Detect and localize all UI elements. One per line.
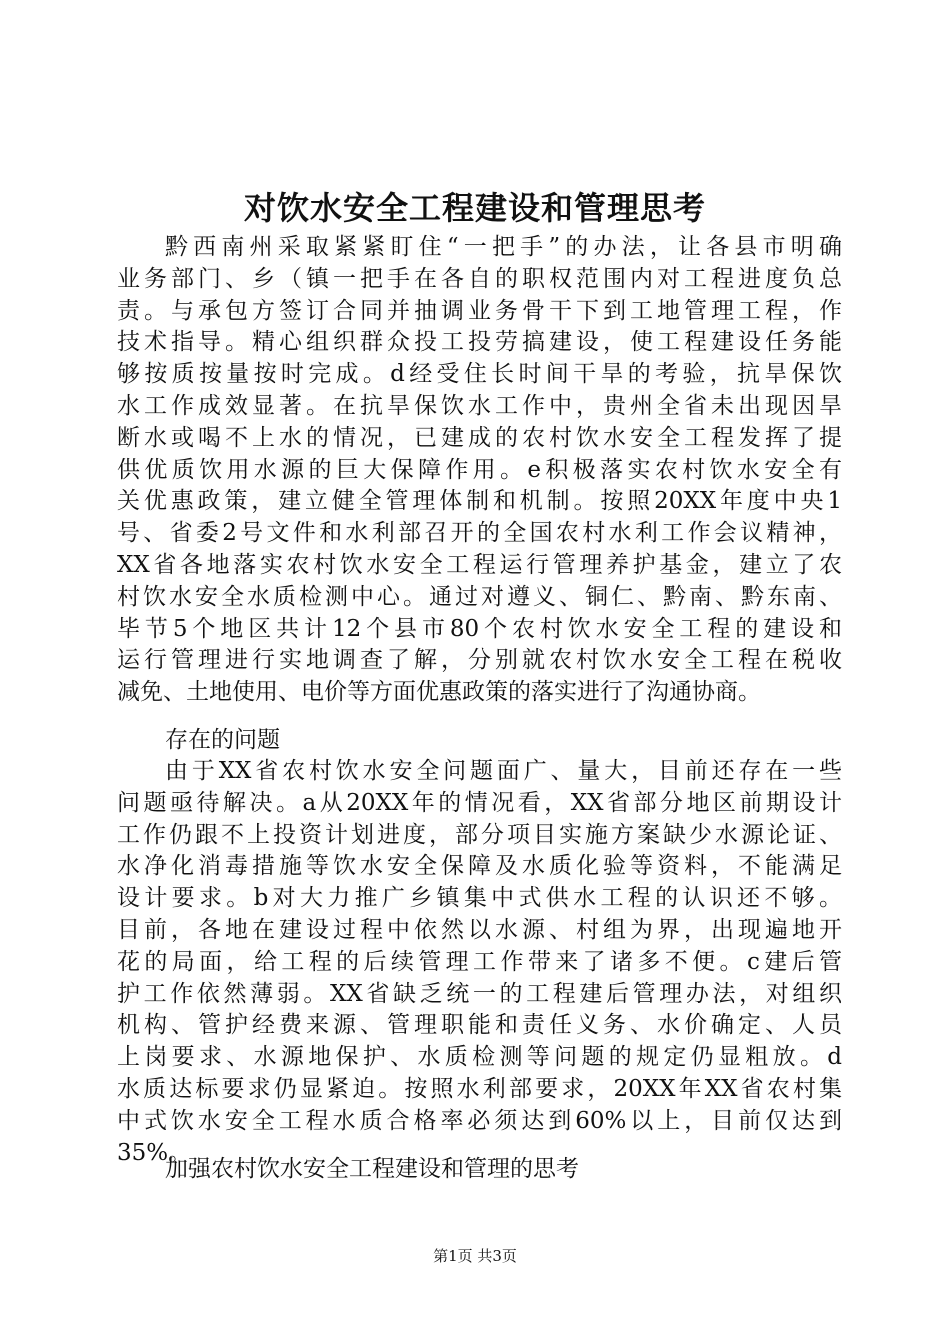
paragraph-problems: [117, 756, 842, 1169]
paragraph-line: 水质达标要求仍显紧迫。按照水利部要求，20XX年XX省农村集: [117, 1075, 842, 1102]
paragraph-line: 村饮水安全水质检测中心。通过对遵义、铜仁、黔南、黔东南、: [117, 583, 842, 610]
paragraph-line: 关优惠政策，建立健全管理体制和机制。按照20XX年度中央1: [117, 488, 842, 515]
paragraph-line: 水净化消毒措施等饮水安全保障及水质化验等资料，不能满足: [117, 853, 842, 880]
paragraph-line: 中式饮水安全工程水质合格率必须达到60%以上，目前仅达到: [117, 1107, 842, 1134]
paragraph-line: 毕节5个地区共计12个县市80个农村饮水安全工程的建设和: [117, 615, 842, 642]
paragraph-line: 够按质按量按时完成。d经受住长时间干旱的考验，抗旱保饮: [117, 361, 842, 388]
paragraph-line: 责。与承包方签订合同并抽调业务骨干下到工地管理工程，作: [117, 297, 842, 324]
paragraph-line: 由于XX省农村饮水安全问题面广、量大，目前还存在一些: [165, 758, 842, 784]
paragraph-line: 号、省委2号文件和水利部召开的全国农村水利工作会议精神，: [117, 520, 842, 547]
paragraph-line: 水工作成效显著。在抗旱保饮水工作中，贵州全省未出现因旱: [117, 392, 842, 419]
paragraph-line: 问题亟待解决。a从20XX年的情况看，XX省部分地区前期设计: [117, 789, 842, 816]
paragraph-line: 业务部门、乡（镇一把手在各自的职权范围内对工程进度负总: [117, 265, 842, 292]
paragraph-line: 断水或喝不上水的情况，已建成的农村饮水安全工程发挥了提: [117, 424, 842, 451]
paragraph-line: 运行管理进行实地调查了解，分别就农村饮水安全工程在税收: [117, 647, 842, 674]
paragraph-line: 花的局面，给工程的后续管理工作带来了诸多不便。c建后管: [117, 948, 842, 975]
paragraph-line: 机构、管护经费来源、管理职能和责任义务、水价确定、人员: [117, 1012, 842, 1039]
document-title: 对饮水安全工程建设和管理思考: [243, 189, 706, 227]
paragraph-line: 设计要求。b对大力推广乡镇集中式供水工程的认识还不够。: [117, 885, 842, 912]
paragraph-line: XX省各地落实农村饮水安全工程运行管理养护基金，建立了农: [117, 551, 842, 578]
section-heading-thoughts: 加强农村饮水安全工程建设和管理的思考: [165, 1156, 579, 1182]
paragraph-intro: [117, 232, 842, 709]
paragraph-line: 上岗要求、水源地保护、水质检测等问题的规定仍显粗放。d: [117, 1044, 842, 1071]
paragraph-line: 减免、土地使用、电价等方面优惠政策的落实进行了沟通协商。: [117, 679, 761, 706]
paragraph-line: 技术指导。精心组织群众投工投劳搞建设，使工程建设任务能: [117, 329, 842, 356]
paragraph-line: 黔西南州采取紧紧盯住“一把手”的办法，让各县市明确: [165, 234, 842, 260]
paragraph-line: 目前，各地在建设过程中依然以水源、村组为界，出现遍地开: [117, 916, 842, 943]
paragraph-line: 工作仍跟不上投资计划进度，部分项目实施方案缺少水源论证、: [117, 821, 842, 848]
paragraph-line: 供优质饮用水源的巨大保障作用。e积极落实农村饮水安全有: [117, 456, 842, 483]
paragraph-line: 护工作依然薄弱。XX省缺乏统一的工程建后管理办法，对组织: [117, 980, 842, 1007]
page-footer: 第1页 共3页: [433, 1247, 517, 1265]
section-heading-problems: 存在的问题: [165, 727, 280, 753]
paragraph-line: 35%。: [117, 1139, 192, 1166]
